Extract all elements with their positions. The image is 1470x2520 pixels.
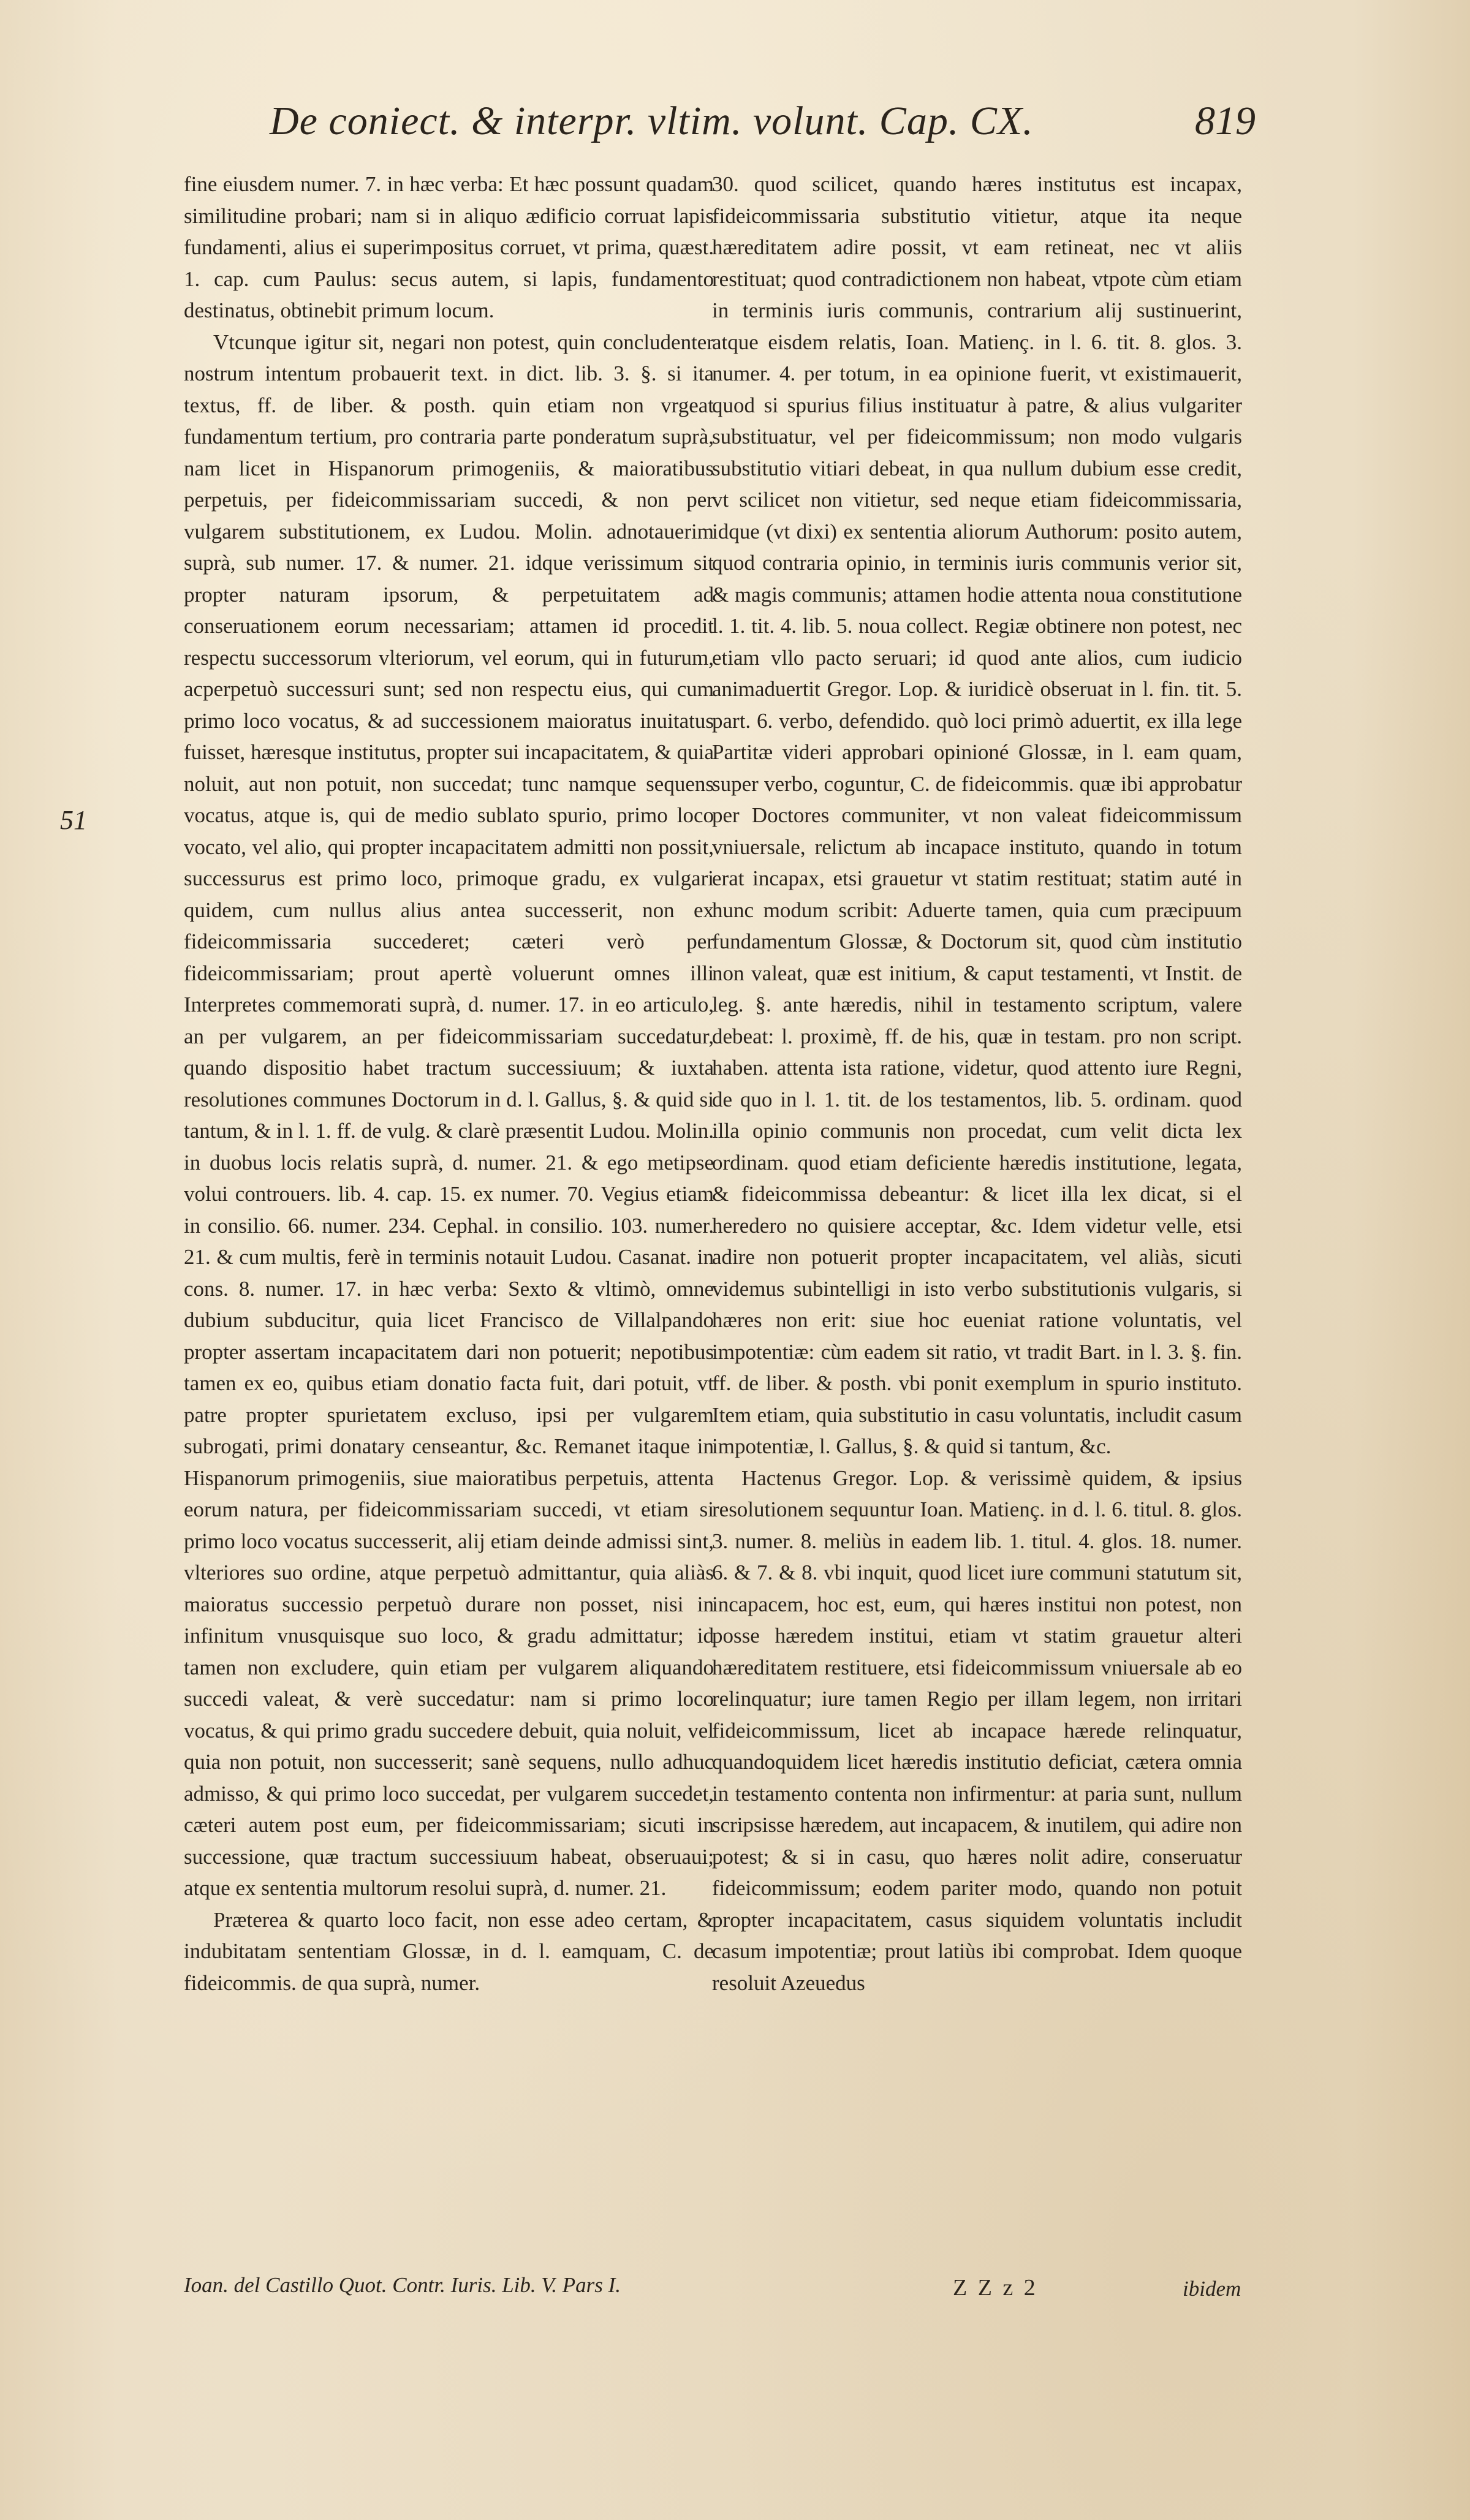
signature-mark: Z Z z 2 <box>953 2275 1038 2301</box>
margin-note: 51 <box>60 805 87 835</box>
footer-source-line: Ioan. del Castillo Quot. Contr. Iuris. Lib. V. Pars I. <box>184 2273 621 2297</box>
paragraph: Vtcunque igitur sit, negari non potest, quin concludenter nostrum intentum probauerit text. in dict. lib. 3. §. si ita textus, ff. de liber. & posth. quin etiam non vrgeat fundamentum tertium, pro contraria parte ponderatum suprà, nam licet in Hispanorum primogeniis, & maioratibus perpetuis, per fideicommissariam succedi, & non per vulgarem substitutionem, ex Ludou. Molin. adnotauerim suprà, sub numer. 17. & numer. 21. idque verissimum sit propter naturam ipsorum, & perpetuitatem ad conseruationem eorum necessariam; attamen id procedit respectu successorum vlteriorum, vel eorum, qui in futurum, acperpetuò successuri sunt; sed non respectu eius, qui cum primo loco vocatus, & ad successionem maioratus inuitatus fuisset, hæresque institutus, propter sui incapacitatem, & quia noluit, aut non potuit, non succedat; tunc namque sequens vocatus, atque is, qui de medio sublato spurio, primo loco vocato, vel alio, qui propter incapacitatem admitti non possit, successurus est primo loco, primoque gradu, ex vulgari quidem, cum nullus alius antea successerit, non ex fideicommissaria succederet; cæteri verò per fideicommissariam; prout apertè voluerunt omnes illi Interpretes commemorati suprà, d. numer. 17. in eo articulo, an per vulgarem, an per fideicommissariam succedatur, quando dispositio habet tractum successiuum; & iuxta resolutiones communes Doctorum in d. l. Gallus, §. & quid si tantum, & in l. 1. ff. de vulg. & clarè præsentit Ludou. Molin. in duobus locis relatis suprà, d. numer. 21. & ego metipse volui controuers. lib. 4. cap. 15. ex numer. 70. Vegius etiam in consilio. 66. numer. 234. Cephal. in consilio. 103. numer. 21. & cum multis, ferè in terminis notauit Ludou. Casanat. in cons. 8. numer. 17. in hæc verba: Sexto & vltimò, omne dubium subducitur, quia licet Francisco de Villalpando propter assertam incapacitatem dari non potuerit; nepotibus tamen ex eo, quibus etiam donatio facta fuit, dari potuit, vt patre propter spurietatem excluso, ipsi per vulgarem subrogati, primi donatary censeantur, &c. Remanet itaque in Hispanorum primogeniis, siue maioratibus perpetuis, attenta eorum natura, per fideicommissariam succedi, vt etiam si primo loco vocatus successerit, alij etiam deinde admissi sint, vlteriores suo ordine, atque perpetuò admittantur, quia aliàs maioratus successio perpetuò durare non posset, nisi in infinitum vnusquisque suo loco, & gradu admittatur; id tamen non excludere, quin etiam per vulgarem aliquando succedi valeat, & verè succedatur: nam si primo loco vocatus, & qui primo gradu succedere debuit, quia noluit, vel quia non potuit, non successerit; sanè sequens, nullo adhuc admisso, & qui primo loco succedat, per vulgarem succedet, cæteri autem post eum, per fideicommissariam; sicuti in successione, quæ tractum successiuum habeat, obseruaui; atque ex sententia multorum resolui suprà, d. numer. 21. <box>184 330 714 1900</box>
paragraph: Hactenus Gregor. Lop. & verissimè quidem, & ipsius resolutionem sequuntur Ioan. Matienç. in d. l. 6. titul. 8. glos. 3. numer. 8. meliùs in eadem lib. 1. titul. 4. glos. 18. numer. 6. & 7. & 8. vbi inquit, quod licet iure communi statutum sit, incapacem, hoc est, eum, qui hæres institui non potest, non posse hæredem institui, etiam vt statim grauetur alteri hæreditatem restituere, etsi fideicommissum vniuersale ab eo relinquatur; iure tamen Regio per illam legem, non irritari fideicommissum, licet ab incapace hærede relinquatur, quandoquidem licet hæredis institutio deficiat, cætera omnia in testamento contenta non infirmentur: at paria sunt, nullum scripsisse hæredem, aut incapacem, & inutilem, qui adire non potest; & si in casu, quo hæres nolit adire, conseruatur fideicommissum; eodem pariter modo, quando non potuit propter incapacitatem, casus siquidem voluntatis includit casum impotentiæ; prout latiùs ibi comprobat. Idem quoque resoluit Azeuedus <box>712 1466 1242 1995</box>
running-title: De coniect. & interpr. vltim. volunt. Cap. CX. <box>270 99 1034 143</box>
paragraph: 30. quod scilicet, quando hæres institutus est incapax, fideicommissaria substitutio vitietur, atque ita neque hæreditatem adire possit, vt eam retineat, nec vt aliis restituat; quod contradictionem non habeat, vtpote cùm etiam in terminis iuris communis, contrarium alij sustinuerint, atque eisdem relatis, Ioan. Matienç. in l. 6. tit. 8. glos. 3. numer. 4. per totum, in ea opinione fuerit, vt existimauerit, quod si spurius filius instituatur à patre, & alius vulgariter substituatur, vel per fideicommissum; non modo vulgaris substitutio vitiari debeat, in qua nullum dubium esse credit, vt scilicet non vitietur, sed neque etiam fideicommissaria, idque (vt dixi) ex sententia aliorum Authorum: posito autem, quod contraria opinio, in terminis iuris communis verior sit, & magis communis; attamen hodie attenta noua constitutione l. 1. tit. 4. lib. 5. noua collect. Regiæ obtinere non potest, nec etiam vllo pacto seruari; id quod ante alios, cum iudicio animaduertit Gregor. Lop. & iuridicè obseruat in l. fin. tit. 5. part. 6. verbo, defendido. quò loci primò aduertit, ex illa lege Partitæ videri approbari opinioné Glossæ, in l. eam quam, super verbo, coguntur, C. de fideicommis. quæ ibi approbatur per Doctores communiter, vt non valeat fideicommissum vniuersale, relictum ab incapace instituto, quando in totum erat incapax, etsi grauetur vt statim restituat; statim auté in hunc modum scribit: Aduerte tamen, quia cum præcipuum fundamentum Glossæ, & Doctorum sit, quod cùm institutio non valeat, quæ est initium, & caput testamenti, vt Instit. de leg. §. ante hæredis, nihil in testamento scriptum, valere debeat: l. proximè, ff. de his, quæ in testam. pro non script. haben. attenta ista ratione, videtur, quod attento iure Regni, de quo in l. 1. tit. de los testamentos, lib. 5. ordinam. quod illa opinio communis non procedat, cum velit dicta lex ordinam. quod etiam deficiente hæredis institutione, legata, & fideicommissa debeantur: & licet illa lex dicat, si el heredero no quisiere acceptar, &c. Idem videtur velle, etsi adire non potuerit propter incapacitatem, vel aliàs, sicuti videmus subintelligi in isto verbo substitutionis vulgaris, si hæres non erit: siue hoc eueniat ratione voluntatis, vel impotentiæ: cùm eadem sit ratio, vt tradit Bart. in l. 3. §. fin. ff. de liber. & posth. vbi ponit exemplum in spurio instituto. Item etiam, quia substitutio in casu voluntatis, includit casum impotentiæ, l. Gallus, §. & quid si tantum, &c. <box>712 172 1242 1458</box>
paragraph: fine eiusdem numer. 7. in hæc verba: Et hæc possunt quadam similitudine probari; nam si in aliquo ædificio corruat lapis fundamenti, alius ei superimpositus corruet, vt prima, quæst. 1. cap. cum Paulus: secus autem, si lapis, fundamento destinatus, obtinebit primum locum. <box>184 172 714 322</box>
catchword: ibidem <box>1183 2277 1241 2301</box>
paragraph: Præterea & quarto loco facit, non esse adeo certam, & indubitatam sententiam Glossæ, in d. l. eamquam, C. de fideicommis. de qua suprà, numer. <box>184 1907 714 1995</box>
right-column <box>712 168 1242 1999</box>
left-column <box>184 168 714 1999</box>
page-header <box>270 92 1262 159</box>
folio-number: 819 <box>1195 99 1256 143</box>
